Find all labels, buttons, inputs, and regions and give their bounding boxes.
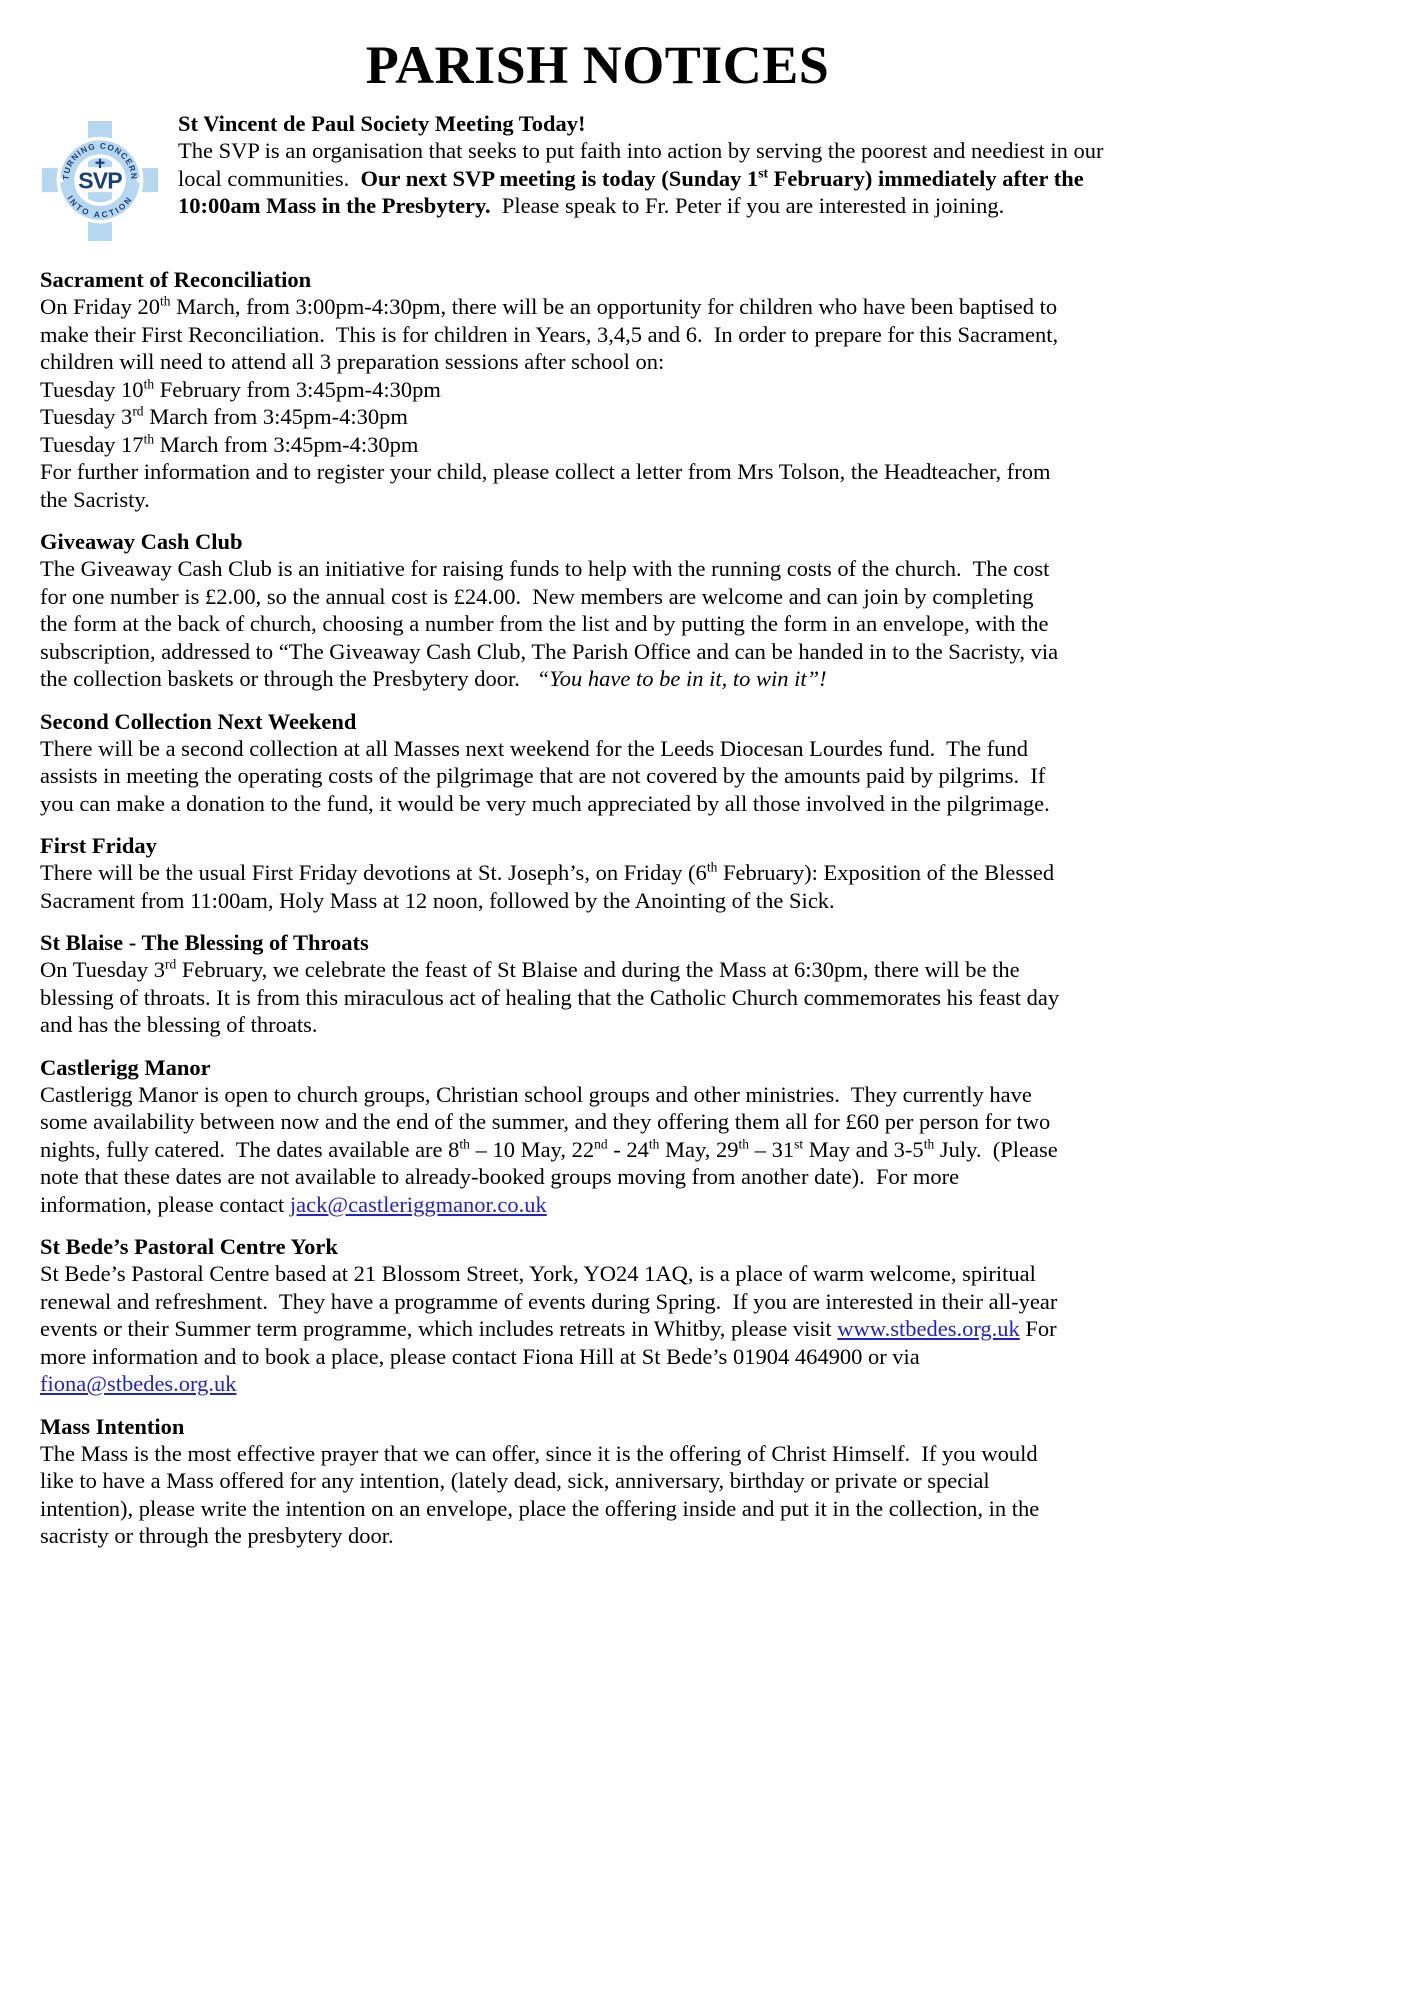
text-run: Please speak to Fr. Peter if you are interested in joining.	[490, 193, 1005, 218]
paragraph	[40, 859, 1062, 914]
superscript-text: th	[923, 1136, 935, 1151]
paragraph	[178, 137, 1126, 220]
castlerigg-email-link[interactable]: jack@castleriggmanor.co.uk	[289, 1191, 547, 1217]
superscript-text: th	[160, 293, 171, 309]
text-run: May and 3-5	[803, 1136, 924, 1162]
text-run: July. (Please note that these dates are not available to already-booked groups moving from another date). For more information, please contact	[40, 1136, 1064, 1217]
text-run: February, we celebrate the feast of St Blaise and during the Mass at 6:30pm, there will be the blessing of throats. It is from this miraculous act of healing that the Catholic Church commemorates his feast day and has the blessing of throats.	[40, 957, 1065, 1037]
text-run: February): Exposition of the Blessed Sacrament from 11:00am, Holy Mass at 12 noon, followed by the Anointing of the Sick.	[40, 860, 1060, 913]
svp-ring-text-top: TURNING CONCERN	[60, 140, 140, 181]
text-run: February from 3:45pm-4:30pm	[154, 376, 441, 402]
text-run: March from 3:45pm-4:30pm	[154, 431, 419, 457]
superscript-text: st	[794, 1136, 804, 1151]
notice-section-st-blaise-the-blessing-of-throats	[40, 929, 1065, 1039]
stbedes-email-link[interactable]: fiona@stbedes.org.uk	[40, 1371, 237, 1396]
svp-center-text: SVP	[78, 167, 122, 194]
section-heading-mass-intention: Mass Intention	[40, 1413, 185, 1439]
text-run: March, from 3:00pm-4:30pm, there will be an opportunity for children who have been baptised to make their First Reconciliation. This is for children in Years, 3,4,5 and 6. In order to prepare for this Sacrament, children will need to attend all 3 preparation sessions after school on:	[40, 294, 1064, 374]
paragraph	[40, 1081, 1062, 1219]
svp-section	[40, 110, 1155, 251]
text-run: – 31	[749, 1136, 795, 1162]
stbedes-website-link[interactable]: www.stbedes.org.uk	[837, 1316, 1020, 1341]
text-run: Tuesday 3	[40, 404, 133, 429]
text-run: Castlerigg Manor is open to church groups, Christian school groups and other ministries. They currently have some availability between now and the end of the summer, and they offering them all for £60 per person for two nights, fully catered. The dates available are 8	[40, 1081, 1056, 1162]
svp-notice-text	[178, 110, 1126, 220]
paragraph	[40, 956, 1065, 1039]
section-heading-giveaway-cash-club: Giveaway Cash Club	[40, 529, 243, 554]
text-run: The Giveaway Cash Club is an initiative for raising funds to help with the running costs of the church. The cost for one number is £2.00, so the annual cost is £24.00. New members are welcome and can join by completing the form at the back of church, choosing a number from the list and by putting the form in an envelope, with the subscription, addressed to “The Giveaway Cash Club, The Parish Office and can be handed in to the Sacristy, via the collection baskets or through the Presbytery door.	[40, 556, 1064, 691]
paragraph	[40, 458, 1062, 513]
paragraph	[40, 431, 1062, 459]
paragraph	[40, 735, 1062, 818]
text-run: There will be the usual First Friday devotions at St. Joseph’s, on Friday (6	[40, 860, 707, 885]
text-run: February) immediately after the 10:00am Mass in the Presbytery.	[178, 165, 1090, 218]
superscript-text: th	[143, 431, 155, 446]
text-run: - 24	[607, 1136, 649, 1162]
superscript-text: st	[758, 165, 768, 180]
superscript-text: th	[459, 1136, 470, 1151]
text-run: For further information and to register your child, please collect a letter from Mrs Tolson, the Headteacher, from the Sacristy.	[40, 459, 1057, 512]
notice-section-castlerigg-manor	[40, 1054, 1062, 1219]
svp-ring-text-bottom: INTO ACTION	[65, 193, 135, 220]
paragraph	[40, 376, 1062, 404]
notice-section-st-bede-s-pastoral-centre-york	[40, 1233, 1062, 1398]
paragraph	[40, 1260, 1062, 1398]
text-run: The Mass is the most effective prayer that we can offer, since it is the offering of Christ Himself. If you would like to have a Mass offered for any intention, (lately dead, sick, anniversary, birthday or private or special intention), please write the intention on an envelope, place the offering inside and put it in the collection, in the sacristy or through the presbytery door.	[40, 1440, 1045, 1548]
section-heading-castlerigg-manor: Castlerigg Manor	[40, 1054, 211, 1080]
text-run: Tuesday 10	[40, 376, 144, 402]
superscript-text: th	[706, 859, 718, 875]
notice-section-sacrament-of-reconciliation	[40, 266, 1062, 513]
superscript-text: th	[143, 376, 155, 391]
notice-section-giveaway-cash-club	[40, 528, 1062, 693]
paragraph	[40, 293, 1062, 376]
text-run: – 10 May, 22	[469, 1136, 595, 1162]
text-run: May, 29	[659, 1136, 739, 1162]
notice-section-first-friday	[40, 832, 1062, 914]
page-title: PARISH NOTICES	[365, 35, 830, 95]
svp-logo-icon	[40, 116, 160, 251]
notice-sections	[40, 266, 1155, 1550]
text-run: The SVP is an organisation that seeks to put faith into action by serving the poorest and neediest in our local communities.	[178, 138, 1110, 191]
section-heading-second-collection-next-weekend: Second Collection Next Weekend	[40, 708, 357, 734]
text-run: March from 3:45pm-4:30pm	[143, 404, 408, 429]
text-run: For more information and to book a place, please contact Fiona Hill at St Bede’s 01904 464900 or via	[40, 1316, 1063, 1369]
section-heading-st-bede-s-pastoral-centre-york: St Bede’s Pastoral Centre York	[40, 1234, 338, 1259]
superscript-text: th	[738, 1136, 750, 1151]
document-page	[40, 34, 1155, 1550]
paragraph	[40, 555, 1062, 693]
superscript-text: rd	[132, 403, 144, 419]
text-run: St Bede’s Pastoral Centre based at 21 Blossom Street, York, YO24 1AQ, is a place of warm welcome, spiritual renewal and refreshment. They have a programme of events during Spring. If you are interested in their all-year events or their Summer term programme, which includes retreats in Whitby, please visit	[40, 1261, 1063, 1341]
text-run: On Tuesday 3	[40, 957, 166, 982]
text-run: Tuesday 17	[40, 431, 144, 457]
superscript-text: th	[648, 1136, 660, 1151]
notice-section-second-collection-next-weekend	[40, 708, 1062, 818]
text-run: Our next SVP meeting is today (Sunday 1	[360, 165, 759, 191]
text-run: “You have to be in it, to win it”!	[536, 666, 827, 691]
section-heading-sacrament-of-reconciliation: Sacrament of Reconciliation	[40, 267, 312, 292]
superscript-text: nd	[594, 1136, 608, 1151]
notice-section-mass-intention	[40, 1413, 1062, 1550]
paragraph	[40, 1440, 1062, 1550]
text-run: On Friday 20	[40, 294, 160, 319]
superscript-text: rd	[165, 956, 177, 972]
section-heading-st-blaise-the-blessing-of-throats: St Blaise - The Blessing of Throats	[40, 930, 369, 955]
paragraph	[40, 403, 1062, 431]
section-heading-st-vincent-de-paul-society-meeting-today: St Vincent de Paul Society Meeting Today!	[178, 111, 586, 136]
section-heading-first-friday: First Friday	[40, 833, 157, 858]
text-run: There will be a second collection at all Masses next weekend for the Leeds Diocesan Lourdes fund. The fund assists in meeting the operating costs of the pilgrimage that are not covered by the amounts paid by pilgrims. If you can make a donation to the fund, it would be very much appreciated by all those involved in the pilgrimage.	[40, 735, 1052, 816]
